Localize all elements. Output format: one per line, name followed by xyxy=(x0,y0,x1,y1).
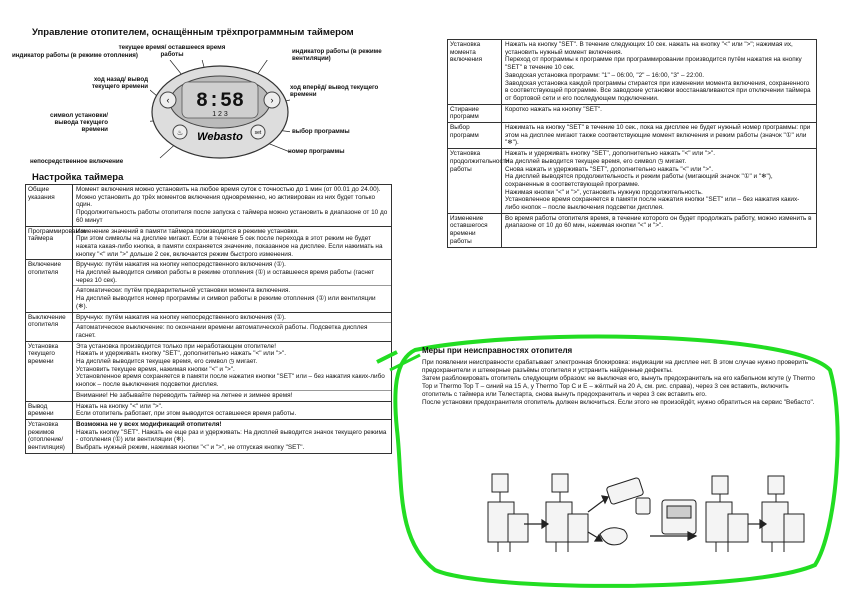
set-button-label: set xyxy=(254,130,262,136)
faults-paragraph: Затем разблокировать отопитель следующим образом: не выключая его, вынуть предохранитель на его кабельном жгуте (у Thermo Top и Thermo Top T – синий на 15 A, у Thermo Top C и E – жёлтый на 20 A, см. рис. справа), через 3 сек вставить, включить отопитель с таймера или Телестарта, снова вынуть предохранитель и через 3 сек вставить его. xyxy=(422,375,815,398)
right-table xyxy=(447,39,817,248)
table-row xyxy=(26,419,392,453)
forward-button-glyph: › xyxy=(270,95,274,105)
fuse-holder-icon xyxy=(762,476,804,552)
pointer-arrow xyxy=(385,350,425,380)
label-current-time: текущее время/ оставшееся время работы xyxy=(118,44,226,58)
brand-logo: Webasto xyxy=(197,131,243,143)
label-program-symbol: символ установки/ вывода текущего времени xyxy=(50,112,108,133)
row-value: Изменение значений в памяти таймера производится в режиме установки. При этом символы на дисплее мигают. Если в течение 5 сек после перехода в этот режим не будет нажата какая-либо кнопка, в памяти сохраняется значение, показанное на дисплее. Если нажимать на кнопку "<" или ">" дольше 2 сек, включается режим быстрого изменения. xyxy=(73,226,392,260)
row-value: Нажать на кнопку "<" или ">". Если отопитель работает, при этом выводится оставшееся время работы. xyxy=(73,401,392,419)
row-key: Установка режимов (отопление/ вентиляция) xyxy=(26,419,73,453)
table-row xyxy=(448,149,817,214)
table-row xyxy=(26,341,392,401)
fuse-holder-icon xyxy=(546,474,588,552)
faults-section xyxy=(422,347,817,407)
row-key: Установка продолжительности работы xyxy=(448,149,502,214)
row-key: Стирание программ xyxy=(448,104,502,122)
display-programs: 1 2 3 xyxy=(212,111,228,118)
display-time: 8:58 xyxy=(195,90,245,113)
row-value: Коротко нажать на кнопку "SET". xyxy=(502,104,817,122)
row-key: Общие указания xyxy=(26,185,73,227)
row-key: Установка момента включения xyxy=(448,40,502,105)
table-row xyxy=(26,185,392,227)
row-key: Вывод времени xyxy=(26,401,73,419)
left-table xyxy=(25,184,392,454)
back-button-glyph: ‹ xyxy=(166,95,170,105)
row-key: Выключение отопителя xyxy=(26,312,73,341)
row-value: Эта установка производится только при неработающем отопителе! Нажать и удерживать кнопку "SET", дополнительно нажать "<" или ">". На дисплей выводится текущее время, его символ ◷ мигает. Установить текущее время, нажимая кнопки "<" и ">". Установленное время сохраняется в памяти после нажатия кнопки "SET" или – без нажатия каких-либо кнопок – после выключения подсветки дисплея. Внимание! Не забывайте переводить таймер на летнее и зимнее время! xyxy=(73,341,392,401)
faults-paragraph: При появлении неисправности срабатывает электронная блокировка: индикации на дисплее нет. В этом случае нужно проверить предохранители и штекерные разъёмы отопителя и устранить найденные дефекты. xyxy=(422,359,809,374)
row-key: Программирование таймера xyxy=(26,226,73,260)
table-row xyxy=(26,226,392,260)
label-program-number: номер программы xyxy=(288,148,345,155)
row-value: Момент включения можно установить на любое время суток с точностью до 1 мин (от 00.01 до 24.00). Можно установить до трёх моментов включения одновременно, но активирован из них будет только один. Продолжительность работы отопителя после запуска с таймера можно установить в диапазоне от 10 до 60 минут xyxy=(73,185,392,227)
setup-title: Настройка таймера xyxy=(32,172,124,183)
row-value: Нажимать на кнопку "SET" в течение 10 сек., пока на дисплее не будет нужный номер программы: при этом на дисплее мигают также соответствующие момент включения и режим работы (значок "①" или "❄"). xyxy=(502,123,817,149)
row-key: Включение отопителя xyxy=(26,260,73,312)
faults-title: Меры при неисправностях отопителя xyxy=(422,346,573,355)
faults-paragraph: После установки предохранителя отопитель должен включиться. Если этого не произойдёт, нужно обратиться на сервис "Вебасто". xyxy=(422,399,815,406)
table-row xyxy=(448,104,817,122)
row-key: Выбор программ xyxy=(448,123,502,149)
table-row xyxy=(26,401,392,419)
table-row xyxy=(26,312,392,341)
row-value: Нажать и удерживать кнопку "SET", дополнительно нажать "<" или ">". На дисплей выводится текущее время, его символ ◷ мигает. Снова нажать и удерживать "SET", дополнительно нажать "<" или ">". На дисплей выводятся продолжительность и режим работы (мигающий значок "①" и "❄"), сохраненные в соответствующей программе. Нажимая кнопки "<" и ">", установить нужную продолжительность. Установленное время сохраняется в памяти после нажатия кнопки "SET" или – без нажатия каких-либо кнопок – после выключения подсветки дисплея. xyxy=(502,149,817,214)
table-row xyxy=(26,260,392,312)
row-key: Изменение оставшегося времени работы xyxy=(448,213,502,247)
fuse-holder-icon xyxy=(706,476,748,552)
table-row xyxy=(448,213,817,247)
timer-device-icon xyxy=(662,500,696,534)
left-title: Управление отопителем, оснащённым трёхпрограммным таймером xyxy=(32,27,354,38)
row-key: Установка текущего времени xyxy=(26,341,73,401)
row-value: Во время работы отопителя время, в течение которого он будет продолжать работу, можно изменить в диапазоне от 10 до 60 мин, нажимая кнопки "<" и ">". xyxy=(502,213,817,247)
label-instant: непосредственное включение xyxy=(30,158,124,165)
row-value: Вручную: путём нажатия на кнопку непосредственного включения (①). Автоматическое выключение: по окончании времени автоматической работы. Подсветка дисплея гаснет. xyxy=(73,312,392,341)
row-value: Вручную: путём нажатия на кнопку непосредственного включения (①). На дисплей выводится символ работы в режиме отопления (①) и оставшееся время работы (гаснет через 10 сек). Автоматически: путём предварительной установки момента включения. На дисплей выводится номер программы и символ работы в режиме отопления (①) или вентиляции (❄). xyxy=(73,260,392,312)
row-value: Возможна не у всех модификаций отопителя! Нажать кнопку "SET". Нажать ее еще раз и удерживать: На дисплей выводится значок текущего режима - отопления (①) или вентиляции (❄). Выбрать нужный режим, нажимая кнопки "<" и ">", не отпуская кнопку "SET". xyxy=(73,419,392,453)
label-program-select: выбор программы xyxy=(292,128,350,135)
flame-icon: ♨ xyxy=(176,130,184,137)
table-row xyxy=(448,40,817,105)
timer-device xyxy=(150,60,290,165)
label-indicator-vent: индикатор работы (в режиме вентиляции) xyxy=(292,48,382,62)
label-back: ход назад/ вывод текущего времени xyxy=(91,76,148,90)
fuse-holder-icon xyxy=(488,474,528,552)
fuse-illustration xyxy=(480,462,810,562)
timer-remote-icon xyxy=(600,477,650,545)
label-forward: ход вперёд/ вывод текущего времени xyxy=(290,84,379,98)
row-value: Нажать на кнопку "SET". В течение следующих 10 сек. нажать на кнопку "<" или ">"; нажимая их, установить нужный момент включения. Переход от программы к программе при программировании производится путём нажатия на кнопку "SET" в течение 10 сек. Заводская установка программ: "1" – 06:00, "2" – 16:00, "3" – 22:00. Заводская установка каждой программы стирается при изменении момента включения, сохраненного в соответствующей программе. Все заводские установки восстанавливаются при отключении таймера от бортовой сети и его последующем подключении. xyxy=(502,40,817,105)
table-row xyxy=(448,123,817,149)
label-indicator-heating: индикатор работы (в режиме отопления) xyxy=(12,52,138,59)
